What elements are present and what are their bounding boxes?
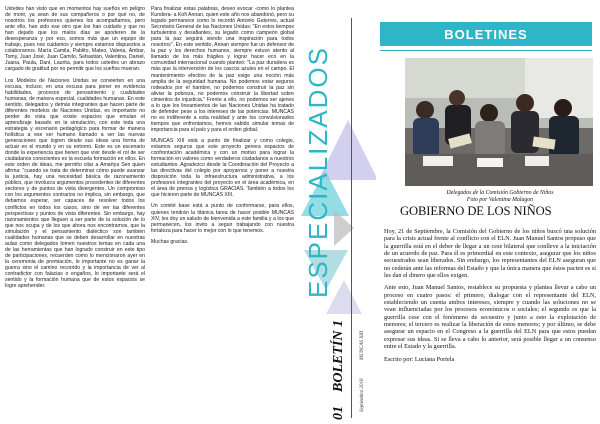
meeting-photo-illustration: [405, 58, 593, 186]
photo-caption-title: Delegados de la Comisión Gobierno de Niños: [446, 190, 554, 196]
article-author: Escrito por: Luciana Portela: [384, 355, 455, 363]
photo-caption-credit: Foto por Valentina Malagon: [466, 197, 534, 203]
left-paragraph: Los Modelos de Naciones Unidas se convierten en una excusa, incluso, en una excusa para poner en evidencia habilidades, procesos de pensamiento y cualidades humanas, de manera especial, cualidades humanas. En este sentido, delegados y demás integrantes que hacen parte de diferentes modelos de Naciones Unidas, es importante no perder de vista que existe espacios que emulan el aprendizaje basado en la simulación, con este toda una estrategia y escenario pedagógico para formar de manera holística a ese ser humano llamado a ser las nuevas generaciones que logren desde sus ideas una forma de actuar en el mundo y en su entorno. Este es un escenario donde la experiencia que tienen que vivir desde el rol de ser ciudadanos conscientes es la escuela formación en ellos. En este orden de ideas, me permito citar a Amartya Sen quien afirma: "cuando se trata de determinar cómo puede avanzar la justicia, hay una necesidad básica de razonamiento público, que involucra argumentos procedentes de diferentes sectores y de puntos de vista divergentes. Un compromiso con los argumentos contrarios no implica, sin embargo, que debamos esperar, ser capaces de resolver todos los conflictos en todos los casos, sino de ver las diferentes perspectivas y puntos de vista diferentes. Sin embargo, hay razonamientos que lleguen a ser parte de la solución de lo que nos ocupa y de los que ahora nos encontramos, que la simulación y el pensamiento dialéctico son también cualidades humanas que se deben desarrollar en nuestras aulas como delegados tomen nuestros temas en cada una de las herramientas que han logrado construir en este tipo de participaciones, recuerden como lo mencionaron ayer en la ceremonia de premiación, lo importante no es ganar la guerra sino el camino recorrido y la importancia de ver al contradictor con falacias o engaños, lo importante será el sentido y la formación humana que de estos espacios se logre aprehender.: [5, 77, 145, 290]
photo-caption: [400, 190, 600, 204]
article-paragraph: Hoy, 21 de Septiembre, la Comisión del Gobierno de los niños buscó una solución para la crisis actual frente al conflicto con el ELN. Juan Manuel Santos propuso que la guerrilla está en el deber de llegar a un cese bilateral que conlleve a la iniciación de un acuerdo de paz. Para él es primordial en este contexto, asegurar que los niños secuestrados sean liberados. Sin embargo, los representantes del ELN aseguran que no cederán ante las reformas del Estado y que la única manera que éstos pacten es si les dan el dinero que ellos exigen.: [384, 228, 596, 280]
meeting-photo: [405, 58, 593, 186]
bulletin-date: Septiembre 2018: [360, 378, 365, 412]
bulletin-number: 01: [331, 406, 346, 420]
bulletin-label: BOLETÍN 1: [331, 320, 346, 392]
article-paragraph: Ante esto, Juan Manuel Santos, restablece su propuesta y plantea llevar a cabo un proceso en cuatro pasos: el primero, dialogar con el representante del ELN, estableciendo un cuenta ambos intereses, siempre y cuando las soluciones no se vean influenciadas por los procesos económicos o sociales; el segundo es que la guerrilla cese con el fenómeno de secuestro y junto a esto la explotación de menores; el tercero es realizar la liberación de estos menores; y por último, se debe asegurar un espacio en el Congreso a la guerrilla del ELN para que estos puedan expresar sus ideas. Si se lleva a cabo lo anterior, será posible llegar a un consenso entre el Estado y la guerrilla.: [384, 284, 596, 351]
middle-paragraph: MUNCAS XIII está a punto de finalizar y como colegio, estamos seguros que este proyecto genera espacios de confrontación académica y con un motivo para lograr la formación en valores como verdaderos ciudadanos a nuestros estudiantes. Agradezco desde la Coordinación del Proyecto a las directivas del colegio por apoyarnos y poner a nuestra disposición toda la infraestructura administrativa, a los profesores integrantes del proyecto en el área académica, en el área de prensa y logística GRACIAS. También a todos los que hicieron parte de MUNCAS XIII.: [151, 137, 294, 199]
middle-paragraph: Un comité base está a punto de conformarse, para ellos, quienes tendrán la titánica tarea de hacer posible MUNCAS XIV, les doy un saludo de bienvenida a este familia y a los que permanecen, los invito a seguir trabajando con nuestra fortaleza para hacer lo mejor con lo que tenemos.: [151, 203, 294, 234]
left-paragraph: Ustedes han visto que en momentos hay sueños en peligro de morir, ya sean de sus compañeros o por qué no, de nosotros los profesores quienes los acompañamos, pero ante ello, han sido ese otro que los han cuidado y que no han dejado que los malos días se apoderen de la desesperanza y por eso, somos más que un equipo de trabajo, pues nos cuidamos y siempre estamos dispuestos a colaborarnos. María Camila, Pablito, Mateo, Valeria, Ámbar, Tomy, Juan José, Juan Camilo, Sebastián, Valentina, Daniel, Juana, Paula, Dani, Laurita, para todos ustedes un abrazo cargado de gratitud por no permitir que los sueños mueran.: [5, 6, 145, 73]
article-body: [384, 228, 596, 368]
section-title: ESPECIALIZADOS: [303, 46, 333, 298]
left-text-column: [5, 6, 145, 420]
spine-divider: [351, 18, 352, 418]
middle-paragraph: Para finalizar estas palabras, deseo evocar -como lo plantea Kundera- a Kofi Annan, quien este año nos abandonó, pero su legado permanece como lo recordó Antonio Guterres, actual Secretario General de las Naciones Unidas: "En estos tiempos turbulentos y desafiantes, su legado como campeón global para la paz seguirá siendo una inspiración para todos nosotros". En este sentido, Annan siempre fue un defensor de la paz y los derechos humanos, siempre estuvo atento al llamado de los más frágiles y lograr hacer eco en la comunidad internacional cuando planteó: "La paz duradera es más que la intervención de los cascos azules en el campo. El mantenimiento efectivo de la paz exige una noción más amplia de la seguridad humana. No podemos estar seguros rodeados por el hambre, no podemos construir la paz sin aliviar la pobreza, no podemos construir la libertad sobre cimientos de injusticia." Frente a ello, no podemos ser ajenos a lo que los lineamientos de las Naciones Unidas ha tratado de defender pese a los intereses de las potencias. MUNCAS no es indiferente a esta realidad y ante los convulsionados tiempos que enfrentamos, hemos sabido simular temas de importancia para el país y para el orden global.: [151, 6, 294, 133]
banner-underline: [380, 50, 592, 51]
article-headline: GOBIERNO DE LOS NIÑOS: [400, 204, 552, 218]
edition-label: MUNCAS XIII: [360, 330, 365, 360]
boletines-banner: BOLETINES: [380, 22, 592, 46]
middle-paragraph: Muchas gracias.: [151, 238, 189, 245]
middle-text-column: [151, 6, 294, 420]
